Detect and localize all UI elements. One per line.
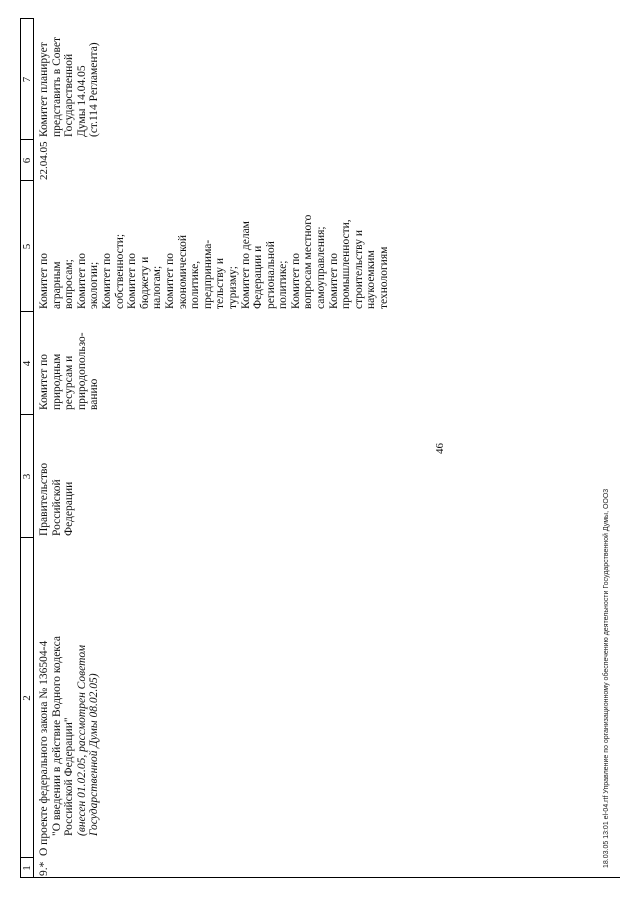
header-col-2: 2	[21, 695, 33, 701]
committee-plan-cell: Комитет планирует представить в Совет Государственной Думы 14.04.05 (ст.114 Регламента)	[38, 36, 101, 137]
bill-title-line-1: О проекте федерального закона № 136504-4	[38, 640, 50, 856]
co-executor-committees-cell: Комитет по аграрным вопросам; Комитет по экологии; Комитет по собственности; Комитет по бюджету и налогам; Комитет по экономической политике, предпринима- тельству и туризму; Комитет по делам Федерации и региональной политике; Комитет по вопросам местного самоуправления; Комитет по промышленности, строительству и наукоемким технологиям	[38, 214, 391, 309]
header-row-border	[33, 18, 34, 878]
header-col-7: 7	[21, 76, 33, 83]
responsible-committee-cell: Комитет по природным ресурсам и природопользо- ванию	[38, 332, 101, 410]
header-col-3: 3	[21, 473, 33, 480]
bill-description	[38, 540, 101, 856]
header-col-5: 5	[21, 243, 33, 250]
bill-title-line-2: "О введении в действие Водного кодекса	[50, 636, 63, 836]
header-col-4: 4	[21, 360, 33, 367]
initiator-cell: Правительство Российской Федерации	[38, 462, 76, 536]
col-border-0	[20, 877, 620, 878]
landscape-page	[20, 18, 620, 878]
document-footer: 18.03.05 13:01 el-04.rtf Управление по организационному обеспечению деятельности Государственной Думы, ООО3	[603, 488, 610, 868]
document-table	[20, 18, 620, 878]
page-number: 46	[434, 443, 446, 454]
bill-note-line-2: Государственной Думы 08.02.05)	[88, 673, 101, 836]
header-col-6: 6	[21, 157, 33, 164]
bill-title-line-3: Российской Федерации"	[63, 717, 76, 836]
bill-note-line-1: (внесен 01.02.05, рассмотрен Советом	[75, 644, 88, 836]
date-cell: 22.04.05	[38, 141, 50, 180]
header-col-1: 1	[21, 865, 33, 871]
row-number: 9.*	[38, 861, 50, 876]
